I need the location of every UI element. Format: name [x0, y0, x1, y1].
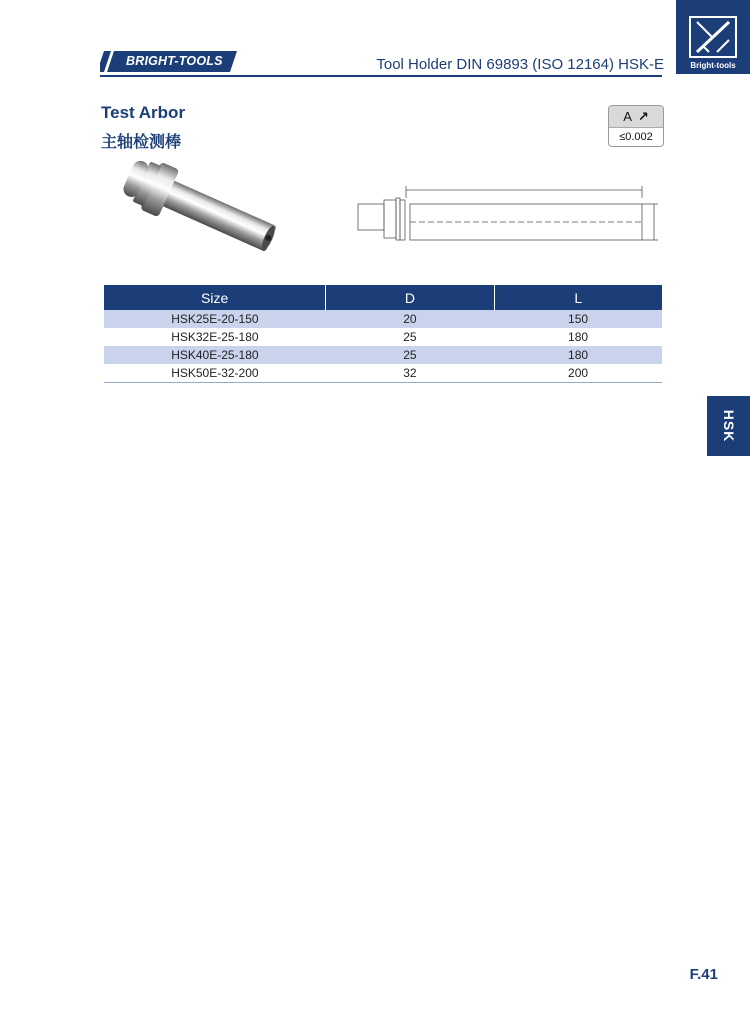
product-title-cn: 主轴检测棒: [101, 134, 182, 151]
datum-label: A: [623, 109, 632, 124]
table-header-row: [104, 285, 662, 310]
logo-mark-icon: [689, 16, 737, 58]
product-photo: [112, 160, 286, 255]
table-row: [104, 346, 662, 364]
cell-d: 25: [326, 346, 494, 364]
cell-size: HSK40E-25-180: [104, 346, 326, 364]
table-row: [104, 310, 662, 328]
header-divider: [100, 75, 662, 77]
cell-l: 200: [494, 364, 662, 383]
cell-size: HSK50E-32-200: [104, 364, 326, 383]
tolerance-value: ≤0.002: [619, 131, 653, 143]
column-header-l: L: [494, 285, 662, 310]
column-header-size: Size: [104, 285, 326, 310]
cell-l: 150: [494, 310, 662, 328]
cell-l: 180: [494, 346, 662, 364]
spec-table: [104, 285, 662, 383]
section-tab-label: HSK: [720, 409, 737, 443]
cell-d: 25: [403, 330, 417, 344]
page-number: F.41: [689, 966, 718, 983]
column-header-d: D: [326, 285, 494, 310]
brand-banner: [100, 51, 237, 72]
cell-l: 180: [568, 330, 589, 344]
cell-size: HSK32E-25-180: [171, 330, 259, 344]
section-tab-hsk[interactable]: [707, 396, 750, 456]
cell-d: 32: [326, 364, 494, 383]
runout-tolerance-badge: [608, 105, 664, 147]
table-row: [104, 328, 662, 346]
technical-drawing: [354, 184, 660, 248]
diagonal-arrow-icon: ↗: [637, 109, 649, 124]
product-title-en: Test Arbor: [101, 103, 186, 122]
cell-size: HSK25E-20-150: [104, 310, 326, 328]
table-row: [104, 364, 662, 383]
company-logo: [676, 0, 750, 74]
brand-name: BRIGHT-TOOLS: [126, 54, 223, 68]
page-header-title: Tool Holder DIN 69893 (ISO 12164) HSK-E: [376, 56, 664, 73]
cell-d: 20: [326, 310, 494, 328]
logo-text: Bright-tools: [690, 61, 736, 70]
